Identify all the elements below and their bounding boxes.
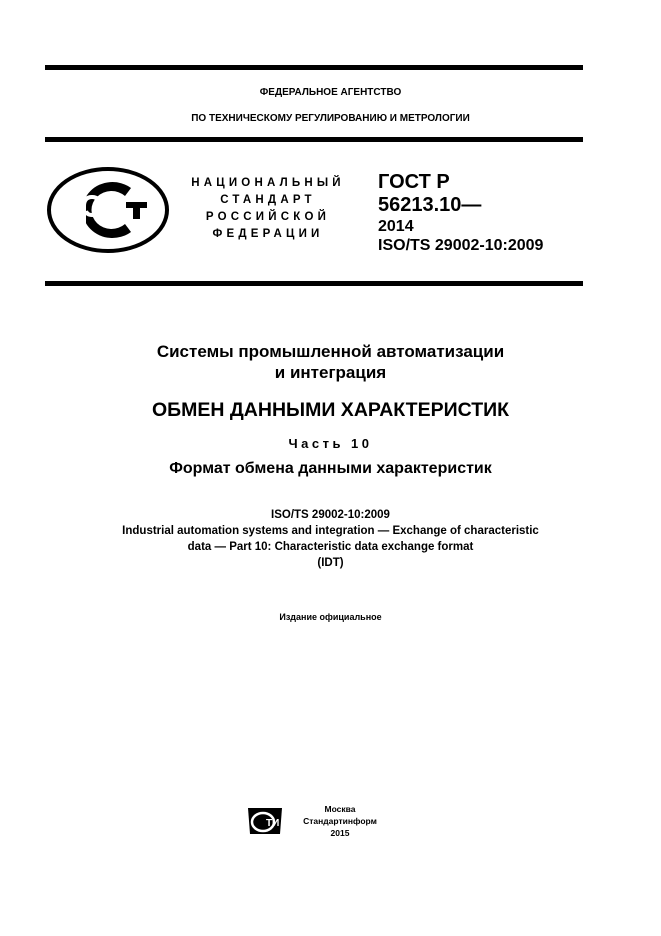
title-line-1: Системы промышленной автоматизации: [156, 342, 505, 361]
natstd-line-2: СТАНДАРТ: [220, 194, 316, 206]
publisher-block: [290, 803, 390, 839]
gost-line-3: 2014: [378, 218, 414, 235]
standartinform-logo-icon: [246, 806, 284, 836]
top-rule: [45, 65, 583, 70]
title-line-2: и интеграция: [274, 363, 387, 382]
natstd-line-4: ФЕДЕРАЦИИ: [212, 228, 324, 240]
part-label: Часть 10: [288, 436, 373, 451]
iso-idt: (IDT): [317, 557, 344, 569]
block-rule: [45, 281, 583, 286]
natstd-line-3: РОССИЙСКОЙ: [205, 211, 331, 223]
agency-line-1: ФЕДЕРАЛЬНОЕ АГЕНТСТВО: [259, 87, 402, 98]
iso-title-line-1: Industrial automation systems and integration — Exchange of characteristic: [122, 525, 539, 537]
iso-code: ISO/TS 29002-10:2009: [271, 509, 390, 521]
header-rule: [45, 137, 583, 142]
subtitle: Формат обмена данными характеристик: [169, 460, 492, 477]
standard-designation: [378, 172, 543, 254]
edition-label: Издание официальное: [279, 612, 382, 622]
main-title: ОБМЕН ДАННЫМИ ХАРАКТЕРИСТИК: [151, 399, 510, 421]
agency-line-2: ПО ТЕХНИЧЕСКОМУ РЕГУЛИРОВАНИЮ И МЕТРОЛОГИИ: [191, 113, 470, 124]
svg-text:ТИ: ТИ: [266, 818, 280, 829]
national-standard-label: [168, 175, 368, 243]
gost-r-logo-icon: [46, 166, 170, 254]
publisher-year: 2015: [330, 828, 350, 838]
gost-line-2: 56213.10—: [378, 194, 482, 216]
iso-title-line-2: data — Part 10: Characteristic data exchange format: [187, 541, 474, 553]
natstd-line-1: НАЦИОНАЛЬНЫЙ: [191, 177, 345, 189]
publisher-name: Стандартинформ: [303, 816, 377, 826]
gost-line-1: ГОСТ Р: [378, 171, 450, 193]
gost-line-4: ISO/TS 29002-10:2009: [378, 237, 544, 254]
publisher-city: Москва: [324, 804, 356, 814]
